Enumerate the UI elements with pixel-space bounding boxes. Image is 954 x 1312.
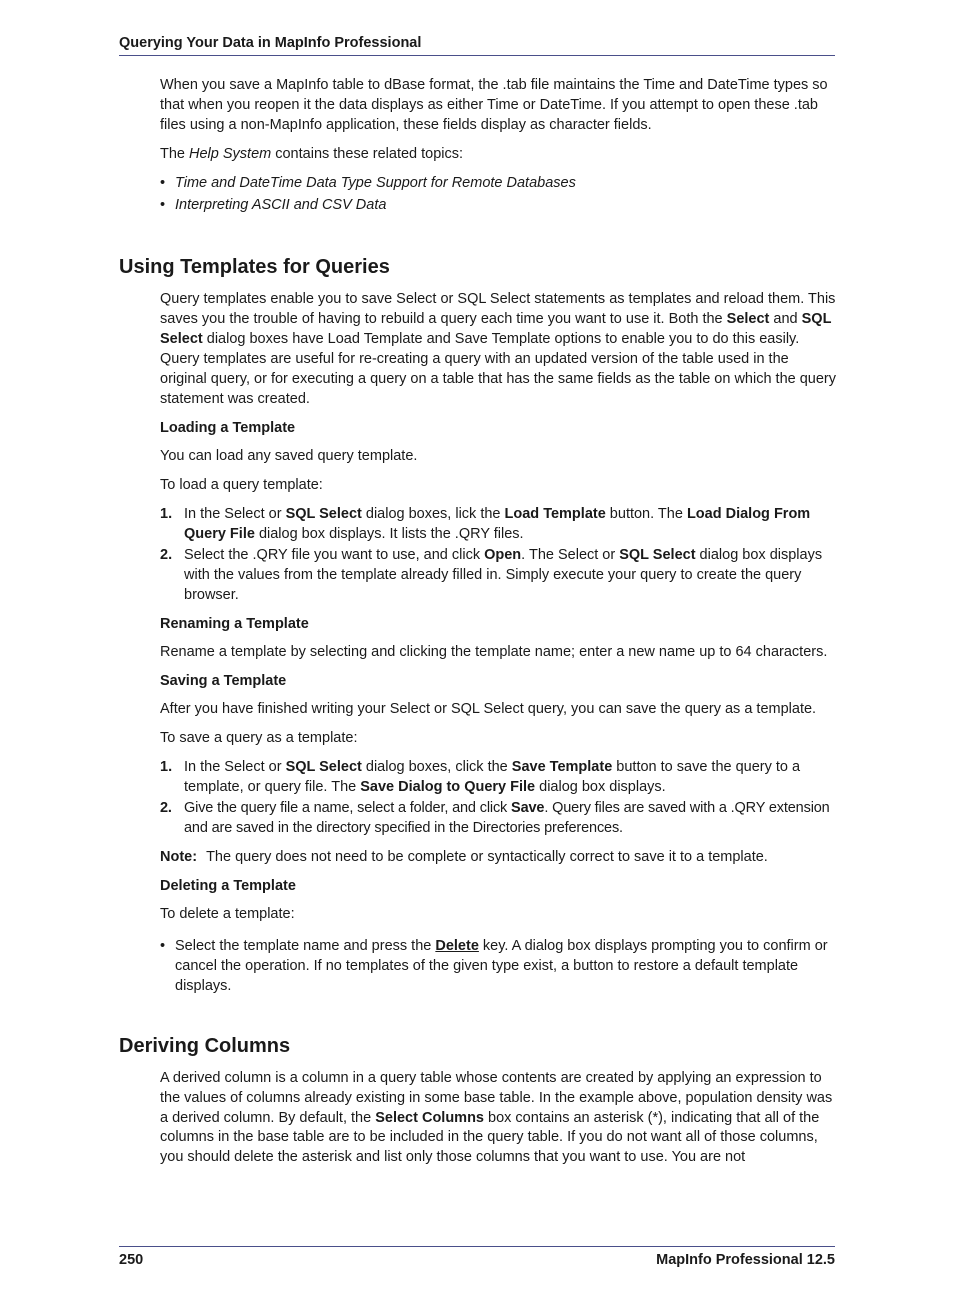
ui-term: SQL Select [619,547,696,564]
bullet-icon: • [160,174,166,191]
topic-title: Time and DateTime Data Type Support for Remote Databases [175,174,576,191]
paragraph: To delete a template: [160,906,295,923]
text-run: Give the query file a name, select a folder, and click [184,800,512,817]
running-header: Querying Your Data in MapInfo Professional [119,34,835,56]
ui-term: SQL Select [285,505,362,522]
paragraph: After you have finished writing your Select or SQL Select query, you can save the query as a template. [160,700,817,717]
ui-term: Select [726,311,770,328]
ui-term: Save [511,800,545,817]
help-system-paragraph [160,145,836,165]
templates-paragraph [160,290,836,409]
loading-steps [160,505,836,607]
saving-steps [160,758,836,840]
step-item [160,799,836,839]
text-run: A derived column is a column in a query table whose contents are created by applying an expression to the values of columns already existing in some base table. In the example above, population density was a derived column. By default, the [160,1069,833,1126]
text-run: dialog boxes, click the [361,758,512,775]
page-body [119,76,836,1177]
page-number: 250 [119,1252,144,1268]
deleting-list [160,937,836,997]
step-number: 2. [160,547,173,564]
topic-title: Interpreting ASCII and CSV Data [175,196,387,213]
text-run: . The Select or [521,547,620,564]
step-item [160,546,836,606]
text-run: dialog box displays with the values from the template already filled in. Simply execute your query to create the query browser. [184,547,823,604]
text-run: Select the .QRY file you want to use, and click [184,547,485,564]
step-number: 1. [160,758,173,775]
list-item [160,174,836,194]
intro-paragraph: When you save a MapInfo table to dBase format, the .tab file maintains the Time and DateTime types so that when you reopen it the data displays as either Time or DateTime. If you attempt to open these .tab files using a non-MapInfo application, these fields display as character fields. [160,77,828,133]
subheading-renaming: Renaming a Template [160,616,309,633]
help-system-term: Help System [189,145,272,162]
text-run: dialog box displays. [535,778,666,795]
text-run: dialog box displays. It lists the .QRY files. [254,525,524,542]
bullet-icon: • [160,196,166,213]
section-heading-deriving: Deriving Columns [119,1034,291,1057]
step-number: 2. [160,800,172,817]
paragraph: You can load any saved query template. [160,447,418,464]
related-topics-list [160,174,836,216]
subheading-loading: Loading a Template [160,419,296,436]
delete-key-label: Delete [435,938,479,954]
step-item [160,505,836,545]
text-run: button to save the query to a template, or query file. The [184,758,801,795]
text-run: button. The [605,505,687,522]
text-run: Query templates enable you to save Select or SQL Select statements as templates and reload them. This saves you the trouble of having to rebuild a query each time you want to use it. Both the [160,291,836,328]
paragraph: To load a query template: [160,476,323,493]
text-run: The [160,145,190,162]
product-name: MapInfo Professional 12.5 [656,1252,835,1268]
page-footer [119,1246,835,1269]
spacer [160,224,836,255]
bullet-icon: • [160,938,166,954]
ui-term: Load Template [504,505,606,522]
text-run: . Query files are saved with a .QRY extension and are saved in the directory specified in the Directories preferences. [184,800,830,837]
ui-term: Load Dialog From Query File [184,505,811,542]
spacer [160,1006,836,1034]
text-run: box contains an asterisk (*), indicating that all of the columns in the base table are to be included in the query table. If you do not want all of those columns, you should delete the asterisk and list only those columns that you want to use. You are not [160,1109,820,1166]
ui-term: Select Columns [375,1109,484,1126]
section-heading-templates: Using Templates for Queries [119,256,390,279]
note [160,848,836,868]
ui-term: Open [484,547,522,564]
step-number: 1. [160,505,173,522]
text-run: dialog boxes, lick the [361,505,505,522]
text-run: key. A dialog box displays prompting you to confirm or cancel the operation. If no templates of the given type exist, a button to restore a default template displays. [175,938,828,994]
note-text: The query does not need to be complete or syntactically correct to save it to a template. [206,849,768,866]
list-item [160,937,836,997]
subheading-deleting: Deleting a Template [160,878,296,895]
subheading-saving: Saving a Template [160,672,287,689]
paragraph: To save a query as a template: [160,729,358,746]
text-run: Select the template name and press the [175,938,436,954]
ui-term: Save Dialog to Query File [360,778,536,795]
ui-term: SQL Select [285,758,362,775]
ui-term: SQL Select [160,311,832,348]
text-run: dialog boxes have Load Template and Save Template options to enable you to do this easily. Query templates are useful for re-creating a query with an updated version of the table used in the original query, or for executing a query on a table that has the same fields as the table on which the query statement was created. [160,331,836,407]
text-run: and [769,311,802,328]
text-run: In the Select or [184,505,286,522]
ui-term: Save Template [511,758,613,775]
note-label: Note: [160,849,198,866]
list-item [160,196,836,216]
step-item [160,758,836,798]
deriving-paragraph [160,1069,836,1169]
text-run: contains these related topics: [271,145,464,162]
paragraph: Rename a template by selecting and clicking the template name; enter a new name up to 64 characters. [160,644,828,661]
text-run: In the Select or [184,758,286,775]
